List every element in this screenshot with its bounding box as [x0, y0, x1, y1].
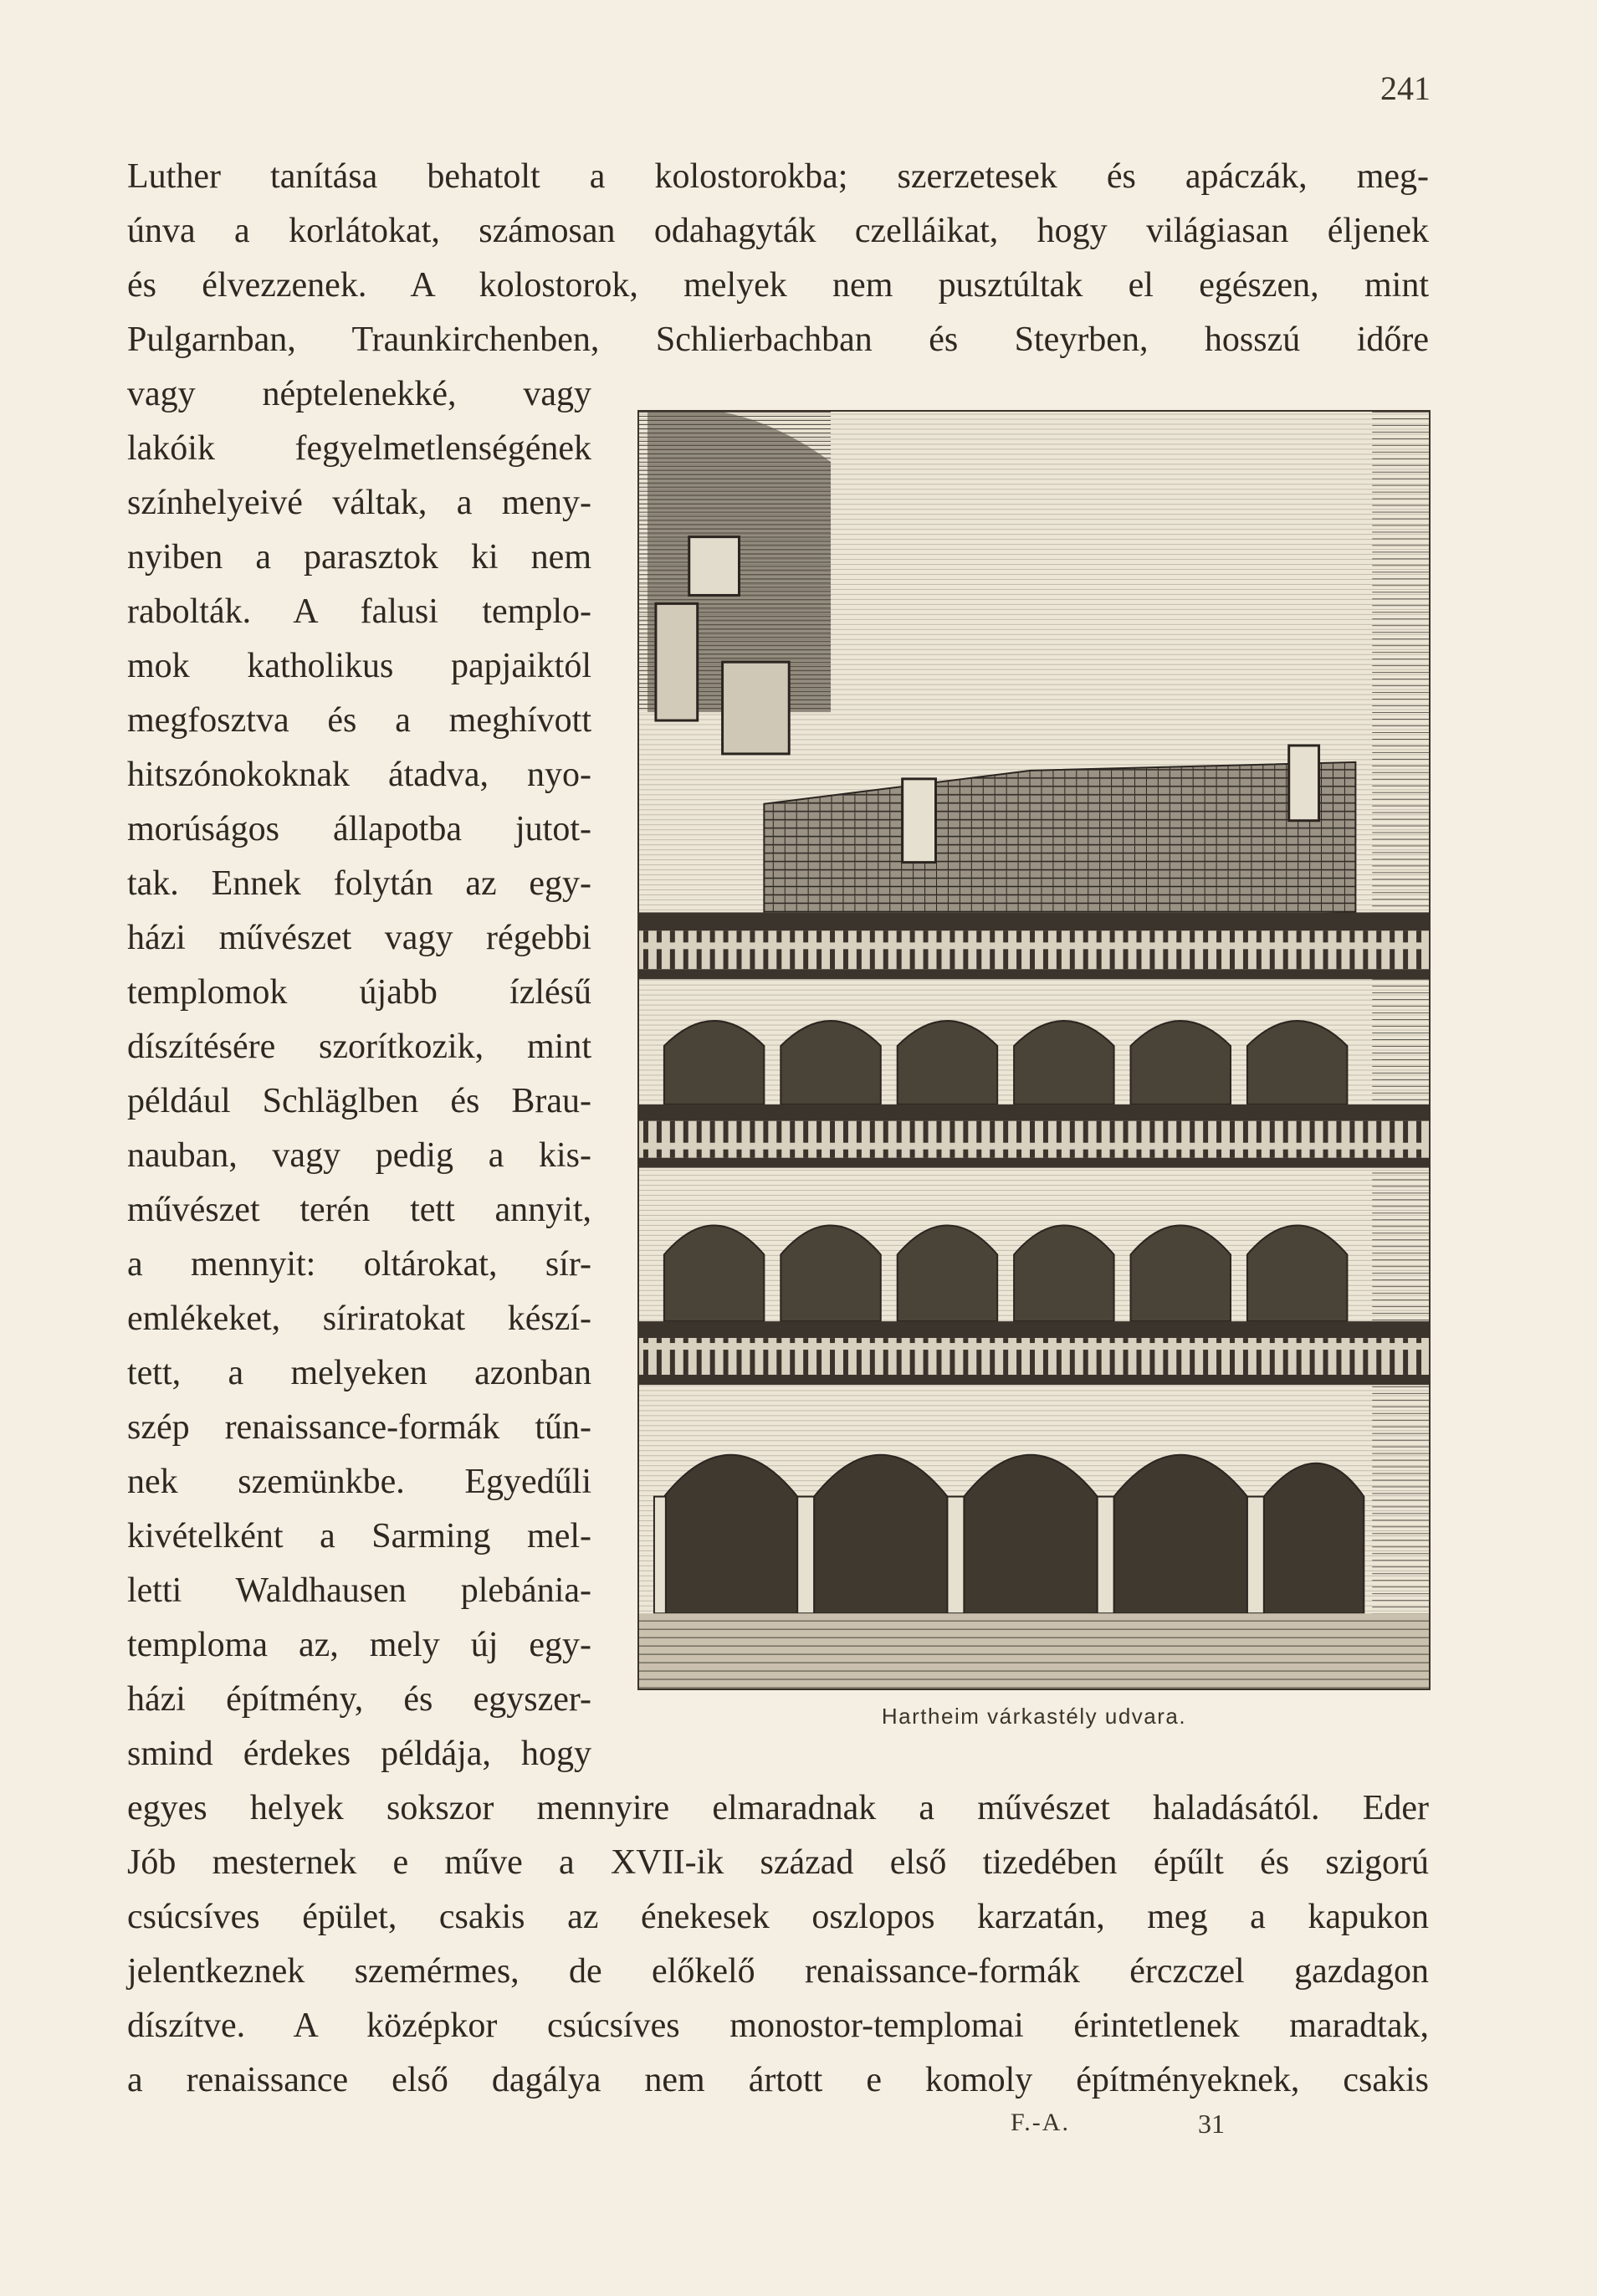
text-line: vagy néptelenekké, vagy	[127, 375, 591, 413]
text-line: mok katholikus papjaiktól	[127, 647, 591, 685]
text-line: díszítve. A középkor csúcsíves monostor-templomai érintetlenek maradtak,	[127, 2006, 1429, 2045]
text-line: megfosztva és a meghívott	[127, 701, 591, 740]
text-line: művészet terén tett annyit,	[127, 1191, 591, 1229]
text-line: templomok újabb ízlésű	[127, 973, 591, 1012]
text-line: Pulgarnban, Traunkirchenben, Schlierbachban és Steyrben, hosszú időre	[127, 320, 1429, 359]
text-line: házi művészet vagy régebbi	[127, 919, 591, 957]
text-line: nauban, vagy pedig a kis-	[127, 1136, 591, 1175]
footer-signature: F.-A.	[1011, 2109, 1070, 2136]
text-line: Luther tanítása behatolt a kolostorokba; szerzetesek és apáczák, meg-	[127, 157, 1429, 196]
text-line: únva a korlátokat, számosan odahagyták czelláikat, hogy világiasan éljenek	[127, 212, 1429, 250]
text-line: a mennyit: oltárokat, sír-	[127, 1245, 591, 1284]
text-line: színhelyeivé váltak, a meny-	[127, 484, 591, 522]
page-number: 241	[1380, 69, 1431, 107]
text-line: tak. Ennek folytán az egy-	[127, 864, 591, 903]
courtyard-engraving-figure	[637, 410, 1431, 1690]
figure-caption: Hartheim várkastély udvara.	[881, 1704, 1187, 1729]
text-line: letti Waldhausen plebánia-	[127, 1571, 591, 1610]
text-line: smind érdekes példája, hogy	[127, 1735, 591, 1773]
text-line: jelentkeznek szemérmes, de előkelő renaissance-formák érczczel gazdagon	[127, 1952, 1429, 1991]
courtyard-engraving	[639, 412, 1429, 1689]
text-line: lakóik fegyelmetlenségének	[127, 429, 591, 468]
text-line: szép renaissance-formák tűn-	[127, 1408, 591, 1447]
text-line: a renaissance első dagálya nem ártott e komoly építményeknek, csakis	[127, 2061, 1429, 2099]
text-line: például Schläglben és Brau-	[127, 1082, 591, 1120]
footer-sheet-number: 31	[1198, 2109, 1225, 2139]
text-line: Jób mesternek e műve a XVII-ik század első tizedében épűlt és szigorú	[127, 1843, 1429, 1882]
text-line: csúcsíves épület, csakis az énekesek oszlopos karzatán, meg a kapukon	[127, 1898, 1429, 1936]
text-line: és élvezzenek. A kolostorok, melyek nem pusztúltak el egészen, mint	[127, 266, 1429, 305]
text-line: rabolták. A falusi templo-	[127, 592, 591, 631]
text-line: morúságos állapotba jutot-	[127, 810, 591, 848]
text-line: nyiben a parasztok ki nem	[127, 538, 591, 577]
text-line: díszítésére szorítkozik, mint	[127, 1028, 591, 1066]
text-line: házi építmény, és egyszer-	[127, 1680, 591, 1719]
text-line: kivételként a Sarming mel-	[127, 1517, 591, 1555]
text-line: tett, a melyeken azonban	[127, 1354, 591, 1392]
text-line: emlékeket, síriratokat készí-	[127, 1299, 591, 1338]
text-line: egyes helyek sokszor mennyire elmaradnak a művészet haladásától. Eder	[127, 1789, 1429, 1827]
text-line: nek szemünkbe. Egyedűli	[127, 1463, 591, 1501]
text-line: temploma az, mely új egy-	[127, 1626, 591, 1664]
text-line: hitszónokoknak átadva, nyo-	[127, 756, 591, 794]
